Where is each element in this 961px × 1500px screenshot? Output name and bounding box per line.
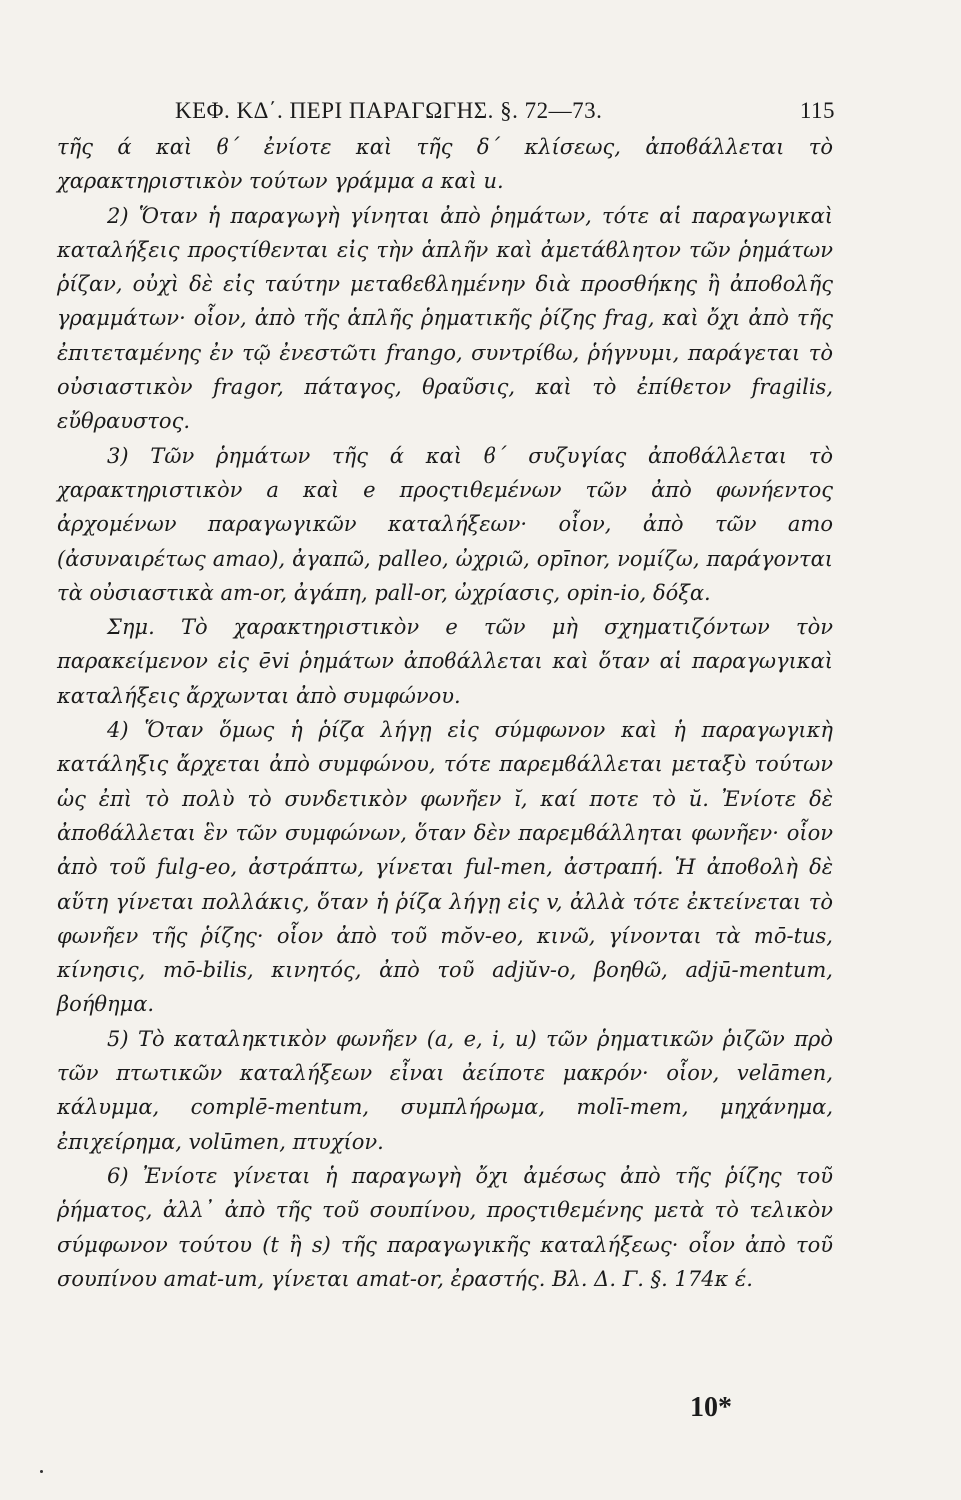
paragraph-5: 5) Τὸ καταληκτικὸν φωνῆεν (a, e, i, u) τῶν ῥηματικῶν ῥιζῶν πρὸ τῶν πτωτικῶν καταλήξεων εἶναι ἀείποτε μακρόν· οἷον, velāmen, κάλυμμα, complē-mentum, συμπλήρωμα, molī-mem, μηχάνημα, ἐπιχείρημα, volūmen, πτυχίον.	[57, 1026, 833, 1154]
paragraph-continuation: τῆς ά καὶ ϐ΄ ἐνίοτε καὶ τῆς δ΄ κλίσεως, ἀποϐάλλεται τὸ χαρακτηριστικὸν τούτων γράμμα a καὶ u.	[57, 135, 833, 194]
paragraph-6: 6) Ἐνίοτε γίνεται ἡ παραγωγὴ ὄχι ἀμέσως ἀπὸ τῆς ῥίζης τοῦ ῥήματος, ἀλλ᾽ ἀπὸ τῆς τοῦ σουπίνου, προςτιθεμένης μετὰ τὸ τελικὸν σύμφωνον τούτου (t ἢ s) τῆς παραγωγικῆς καταλήξεως· οἷον ἀπὸ τοῦ σουπίνου amat-um, γίνεται amat-or, ἐραστής. Βλ. Δ. Γ. §. 174κ έ.	[57, 1163, 833, 1291]
note-paragraph: Σημ. Τὸ χαρακτηριστικὸν e τῶν μὴ σχηματιζόντων τὸν παρακείμενον εἰς ēvi ῥημάτων ἀποϐάλλεται καὶ ὅταν αἱ παραγωγικαὶ καταλήξεις ἄρχωνται ἀπὸ συμφώνου.	[57, 615, 833, 708]
paragraph-4: 4) Ὅταν ὅμως ἡ ῥίζα λήγῃ εἰς σύμφωνον καὶ ἡ παραγωγικὴ κατάληξις ἄρχεται ἀπὸ συμφώνου, τότε παρεμϐάλλεται μεταξὺ τούτων ὡς ἐπὶ τὸ πολὺ τὸ συνδετικὸν φωνῆεν ĭ, καί ποτε τὸ ŭ. Ἐνίοτε δὲ ἀποϐάλλεται ἓν τῶν συμφώνων, ὅταν δὲν παρεμϐάλληται φωνῆεν· οἷον ἀπὸ τοῦ fulg-eo, ἀστράπτω, γίνεται ful-men, ἀστραπή. Ἡ ἀποϐολὴ δὲ αὕτη γίνεται πολλάκις, ὅταν ἡ ῥίζα λήγῃ εἰς v, ἀλλὰ τότε ἐκτείνεται τὸ φωνῆεν τῆς ῥίζης· οἷον ἀπὸ τοῦ mŏv-eo, κινῶ, γίνονται τὰ mō-tus, κίνησις, mō-bilis, κινητός, ἀπὸ τοῦ adjŭv-o, βοηθῶ, adjū-mentum, βοήθημα.	[57, 718, 833, 1017]
running-title: ΚΕΦ. ΚΔ΄. ΠΕΡΙ ΠΑΡΑΓΩΓΗΣ. §. 72—73.	[175, 98, 603, 123]
print-speck	[40, 1470, 43, 1473]
paragraph-3: 3) Τῶν ῥημάτων τῆς ά καὶ ϐ΄ συζυγίας ἀποϐάλλεται τὸ χαρακτηριστικὸν a καὶ e προςτιθεμένων τῶν ἀπὸ φωνήεντος ἀρχομένων παραγωγικῶν καταλήξεων· οἷον, ἀπὸ τῶν amo (ἀσυναιρέτως amao), ἀγαπῶ, palleo, ὠχριῶ, opīnor, νομίζω, παράγονται τὰ οὐσιαστικὰ am-or, ἀγάπη, pall-or, ὠχρίασις, opin-io, δόξα.	[57, 443, 833, 605]
page-number: 115	[799, 98, 835, 123]
body-text	[57, 130, 833, 1296]
paragraph-2: 2) Ὅταν ἡ παραγωγὴ γίνηται ἀπὸ ῥημάτων, τότε αἱ παραγωγικαὶ καταλήξεις προςτίθενται εἰς τὴν ἁπλῆν καὶ ἀμετάϐλητον τῶν ῥημάτων ῥίζαν, οὐχὶ δὲ εἰς ταύτην μεταϐεϐλημένην διὰ προσθήκης ἢ ἀποϐολῆς γραμμάτων· οἷον, ἀπὸ τῆς ἁπλῆς ῥηματικῆς ῥίζης frag, καὶ ὄχι ἀπὸ τῆς ἐπιτεταμένης ἐν τῷ ἐνεστῶτι frango, συντρίϐω, ῥήγνυμι, παράγεται τὸ οὐσιαστικὸν fragor, πάταγος, θραῦσις, καὶ τὸ ἐπίθετον fragilis, εὔθραυστος.	[57, 203, 833, 434]
signature-mark: 10*	[690, 1392, 732, 1423]
